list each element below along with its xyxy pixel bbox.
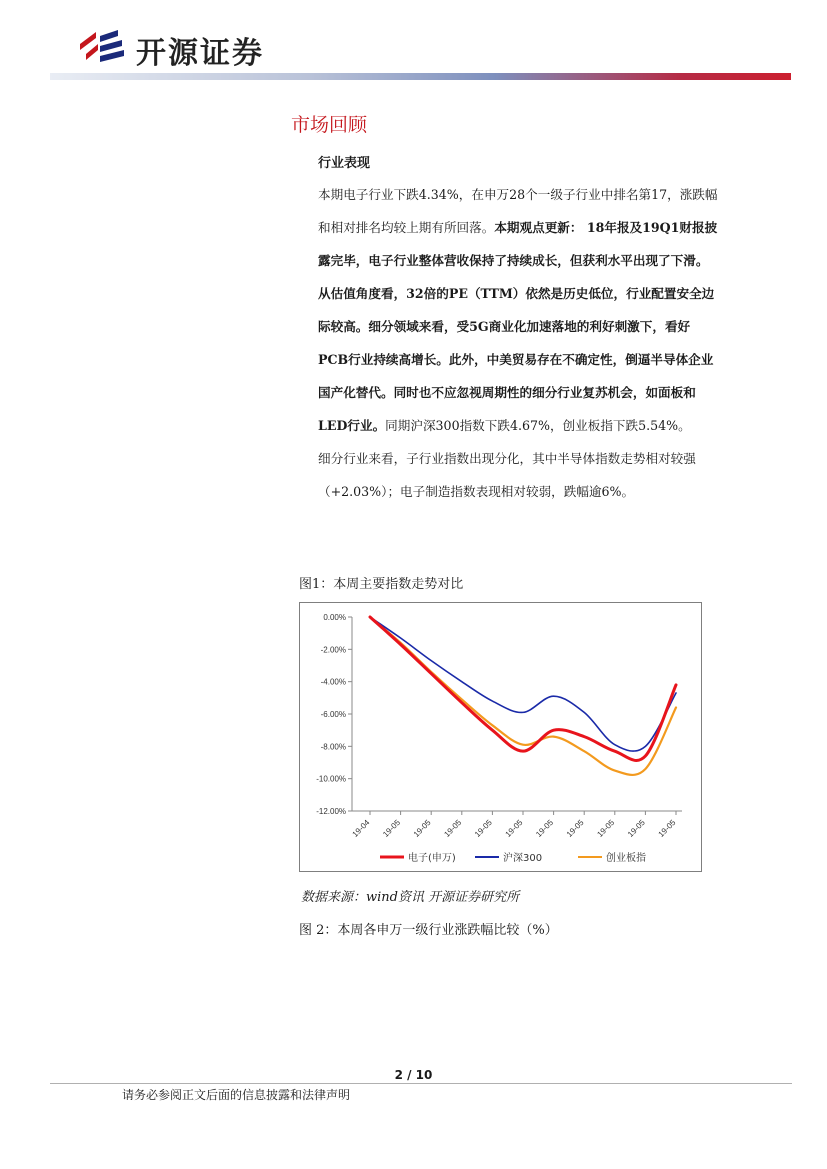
logo-icon bbox=[78, 26, 128, 68]
paragraph-1 bbox=[318, 178, 718, 442]
p1-normal-a: 本期电子行业下跌4.34%，在申万28个一级子行业中排名第17，涨跌幅和相对排名均较上期有所回落。 bbox=[318, 187, 718, 235]
header-bar bbox=[50, 73, 791, 80]
legend-label-2: 创业板指 bbox=[606, 853, 646, 864]
footer-note: 请务必参阅正文后面的信息披露和法律声明 bbox=[122, 1088, 351, 1102]
x-tick-label: 19-05 bbox=[656, 818, 678, 839]
page-number: 2 / 10 bbox=[394, 1068, 433, 1082]
y-tick-label: -6.00% bbox=[320, 710, 346, 719]
section-title: 市场回顾 bbox=[291, 114, 368, 136]
y-tick-label: -10.00% bbox=[316, 774, 346, 784]
p1-normal-b: 同期沪深300指数下跌4.67%，创业板指下跌5.54%。 bbox=[385, 418, 691, 433]
logo-text: 开源证券 bbox=[136, 36, 264, 71]
footer-divider bbox=[50, 1083, 792, 1084]
p1-bold-label: 本期观点更新： bbox=[494, 220, 583, 235]
legend-label-1: 沪深300 bbox=[503, 853, 543, 864]
y-tick-label: -2.00% bbox=[320, 645, 346, 655]
x-tick-label: 19-05 bbox=[503, 818, 525, 839]
x-tick-label: 19-05 bbox=[442, 818, 464, 839]
series-line-1 bbox=[370, 617, 676, 751]
sub-title: 行业表现 bbox=[318, 156, 371, 171]
series-line-0 bbox=[370, 617, 676, 760]
x-tick-label: 19-05 bbox=[472, 818, 494, 839]
line-chart bbox=[300, 603, 701, 871]
source-note: 数据来源：wind资讯 开源证券研究所 bbox=[301, 890, 520, 905]
y-tick-label: -4.00% bbox=[320, 677, 346, 687]
paragraph-2: 细分行业来看，子行业指数出现分化，其中半导体指数走势相对较强（+2.03%）；电子制造指数表现相对较弱，跌幅逾6%。 bbox=[318, 451, 696, 499]
x-tick-label: 19-05 bbox=[564, 818, 586, 839]
y-tick-label: -12.00% bbox=[316, 807, 346, 816]
y-tick-label: -8.00% bbox=[320, 742, 346, 752]
x-tick-label: 19-04 bbox=[350, 818, 372, 839]
chart-container bbox=[299, 602, 702, 872]
x-tick-label: 19-05 bbox=[381, 818, 403, 839]
figure2-caption: 图 2：本周各申万一级行业涨跌幅比较（%） bbox=[299, 923, 558, 938]
x-tick-label: 19-05 bbox=[411, 818, 433, 839]
y-tick-label: 0.00% bbox=[323, 613, 346, 622]
x-tick-label: 19-05 bbox=[595, 818, 617, 839]
p1-bold-text: 18年报及19Q1财报披露完毕，电子行业整体营收保持了持续成长，但获利水平出现了下滑。从估值角度看，32倍的PE（TTM）依然是历史低位，行业配置安全边际较高。细分领域来看，受5G商业化加速落地的利好刺激下，看好PCB行业持续高增长。此外，中美贸易存在不确定性，倒逼半导体企业国产化替代。同时也不应忽视周期性的细分行业复苏机会，如面板和LED行业。 bbox=[318, 220, 718, 433]
page-header bbox=[0, 0, 827, 90]
body-text bbox=[318, 178, 718, 508]
x-tick-label: 19-05 bbox=[625, 818, 647, 839]
figure1-caption: 图1：本周主要指数走势对比 bbox=[299, 577, 464, 592]
x-tick-label: 19-05 bbox=[534, 818, 556, 839]
legend-label-0: 电子(申万) bbox=[408, 853, 456, 864]
